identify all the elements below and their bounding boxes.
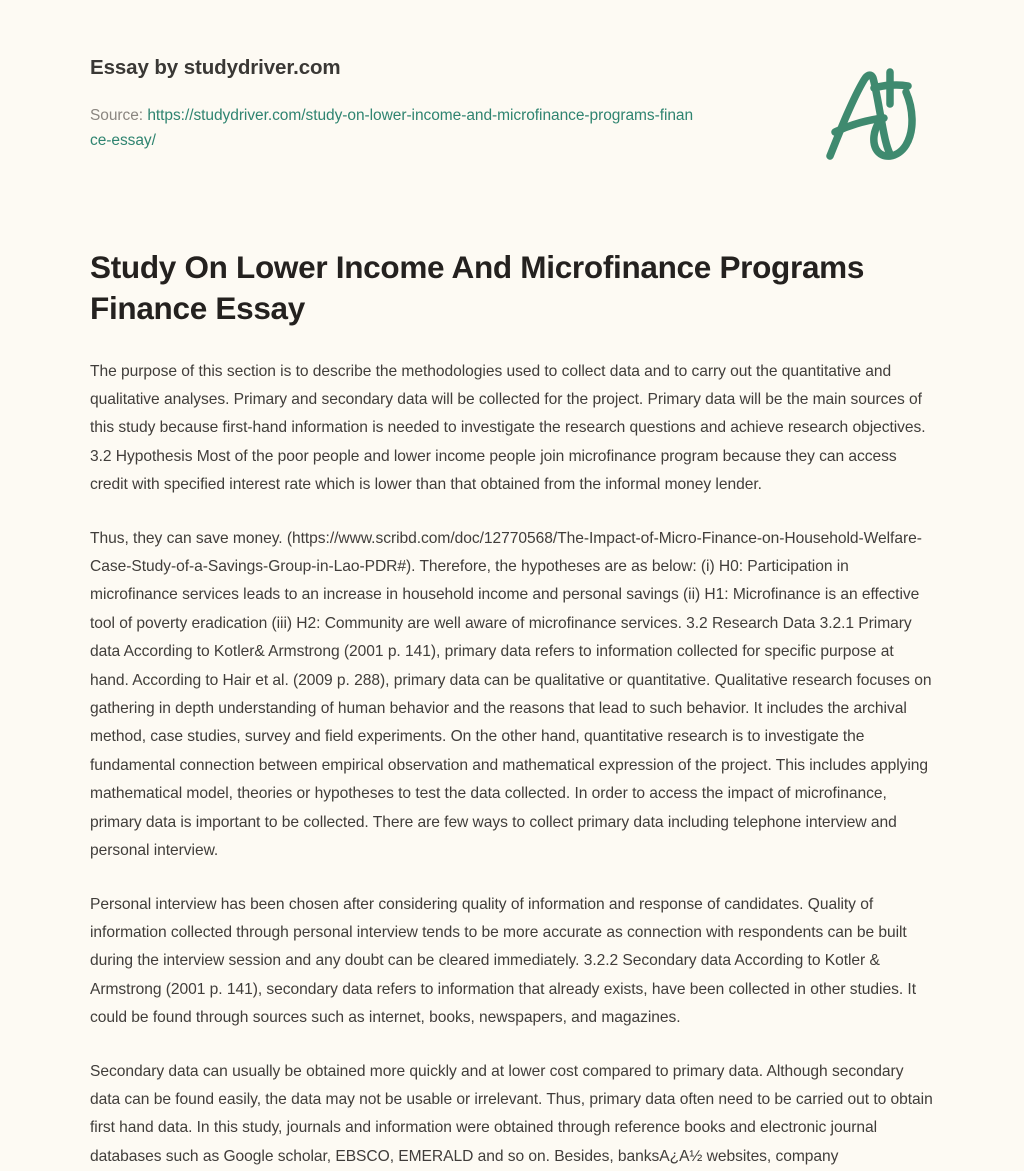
essay-body (90, 329, 934, 1171)
a-plus-logo (814, 56, 934, 176)
paragraph: Secondary data can usually be obtained more quickly and at lower cost compared to primary data. Although secondary data can be found easily, the data may not be usable or irrelevant. Thus, primary data often need to be carried out to obtain first hand data. In this study, journals and information were obtained through reference books and electronic journal databases such as Google scholar, EBSCO, EMERALD and so on. Besides, banksA¿A½ websites, company (90, 1062, 933, 1165)
paragraph: The purpose of this section is to describe the methodologies used to collect data and to carry out the quantitative and qualitative analyses. Primary and secondary data will be collected for the project. Primary data will be the main sources of this study because first-hand information is needed to investigate the research questions and achieve research objectives. 3.2 Hypothesis Most of the poor people and lower income people join microfinance program because they can access credit with specified interest rate which is lower than that obtained from the informal money lender. (90, 362, 926, 494)
page-title: Study On Lower Income And Microfinance Programs Finance Essay (90, 248, 865, 326)
a-plus-logo-icon (814, 56, 934, 176)
paragraph: Thus, they can save money. (https://www.scribd.com/doc/12770568/The-Impact-of-Micro-Finance-on-Household-Welfare-Case-Study-of-a-Savings-Group-in-Lao-PDR#). Therefore, the hypotheses are as below: (i) H0: Participation in microfinance services leads to an increase in household income and personal savings (ii) H1: Microfinance is an effective tool of poverty eradication (iii) H2: Community are well aware of microfinance services. 3.2 Research Data 3.2.1 Primary data According to Kotler& Armstrong (2001 p. 141), primary data refers to information collected for specific purpose at hand. According to Hair et al. (2009 p. 288), primary data can be qualitative or quantitative. Qualitative research focuses on gathering in depth understanding of human behavior and the reasons that lead to such behavior. It includes the archival method, case studies, survey and field experiments. On the other hand, quantitative research is to investigate the fundamental connection between empirical observation and mathematical expression of the project. This includes applying mathematical model, theories or hypotheses to test the data collected. In order to access the impact of microfinance, primary data is important to be collected. There are few ways to collect primary data including telephone interview and personal interview. (90, 529, 932, 860)
brand-byline: Essay by studydriver.com (90, 56, 341, 79)
source-line (90, 103, 700, 153)
source-url-link[interactable]: https://studydriver.com/study-on-lower-income-and-microfinance-programs-finance-essay/ (90, 106, 694, 149)
paragraph: Personal interview has been chosen after considering quality of information and response of candidates. Quality of information collected through personal interview tends to be more accurate as connection with respondents can be built during the interview session and any doubt can be cleared immediately. 3.2.2 Secondary data According to Kotler & Armstrong (2001 p. 141), secondary data refers to information that already exists, have been collected in other studies. It could be found through sources such as internet, books, newspapers, and magazines. (90, 895, 916, 1027)
source-label: Source: (90, 106, 148, 124)
document-header (90, 0, 934, 153)
